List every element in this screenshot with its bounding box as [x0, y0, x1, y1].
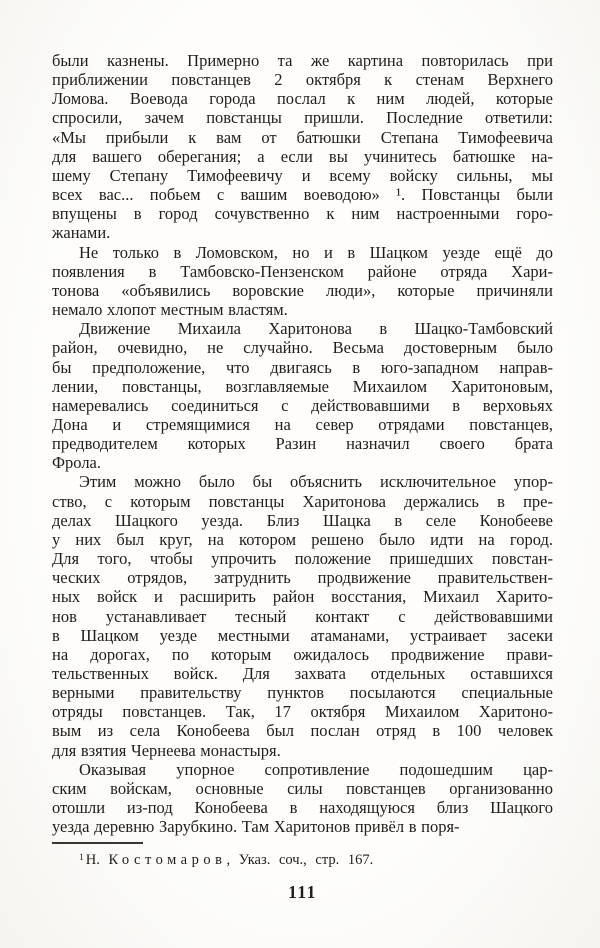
text-line: Фрола.: [52, 453, 102, 473]
text-line: всех вас... побьем с вашим воеводою» ¹. Повстанцы были: [52, 185, 553, 205]
text-line: тельственных войск. Для захвата отдельных оставшихся: [52, 664, 553, 683]
text-line: верными правительству пунктов посылаются специальные: [52, 683, 553, 703]
text-line: район, очевидно, не случайно. Весьма достоверным было: [52, 338, 553, 358]
text-line: Дона и стремящимися на север отрядами повстанцев,: [52, 414, 553, 434]
text-line: немало хлопот местным властям.: [52, 300, 288, 320]
text-line: отряды повстанцев. Так, 17 октября Михаилом Харитоно-: [52, 702, 553, 722]
text-line: Для того, чтобы упрочить положение пришедших повстан-: [52, 549, 553, 569]
text-line: для взятия Чернеева монастыря.: [52, 740, 281, 760]
text-line: «Мы прибыли к вам от батюшки Степана Тимофеевича: [52, 127, 553, 147]
footnote-reference: Указ. соч., стр. 167.: [238, 852, 374, 868]
footnote-author-name: Костомаров,: [108, 852, 235, 868]
paragraph: [52, 760, 553, 837]
footnote-marker: 1: [79, 853, 84, 863]
text-line: ных войск и расширить район восстания, Михаил Харито-: [52, 587, 553, 607]
text-line: предводителем которых Разин назначил своего брата: [52, 434, 553, 454]
text-line: были казнены. Примерно та же картина повторилась при: [52, 51, 553, 70]
text-line: на дорогах, по которым ожидалось продвижение прави-: [52, 644, 553, 664]
text-line: Не только в Ломовском, но и в Шацком уезде ещё до: [79, 242, 553, 262]
footnote: [52, 851, 553, 869]
footnote-author-initial: Н.: [85, 852, 100, 868]
text-line: бы предположение, что двигаясь в юго-западном направ-: [52, 357, 553, 377]
text-line: делах Шацкого уезда. Близ Шацка в селе Конобееве: [52, 510, 553, 530]
text-line: у них был круг, на котором решено было идти на город.: [52, 529, 553, 549]
text-line: ским войскам, основные силы повстанцев организованно: [52, 778, 553, 798]
text-line: в Шацком уезде местными атаманами, устраивает засеки: [52, 625, 553, 645]
text-line: появления в Тамбовско-Пензенском районе отряда Хари-: [52, 261, 553, 281]
text-line: шему Степану Тимофеевичу и всему войску сильны, мы: [52, 165, 553, 185]
paragraph: [52, 319, 553, 472]
text-line: ческих отрядов, затруднить продвижение правительствен-: [52, 568, 553, 588]
text-line: нов устанавливает тесный контакт с действовавшими: [52, 606, 553, 626]
text-line: приближении повстанцев 2 октября к стенам Верхнего: [52, 70, 553, 90]
text-line: для вашего оберегания; а если вы учинитесь батюшке на-: [52, 146, 553, 166]
paragraph: [52, 51, 553, 243]
text-line: жанами.: [52, 223, 111, 243]
text-line: Движение Михаила Харитонова в Шацко-Тамбовский: [79, 319, 553, 339]
text-line: впущены в город сочувственно к ним настроенными горо-: [52, 204, 553, 224]
paragraph: [52, 243, 553, 320]
text-line: уезда деревню Зарубкино. Там Харитонов привёл в поря-: [52, 817, 460, 837]
text-line: Ломова. Воевода города послал к ним людей, которые: [52, 89, 553, 109]
text-line: тонова «объявились воровские люди», которые причиняли: [52, 280, 553, 300]
text-line: Оказывая упорное сопротивление подошедшим цар-: [79, 759, 553, 779]
text-block: [52, 51, 553, 836]
page-number: 111: [288, 882, 317, 902]
footnote-rule: [52, 842, 143, 844]
text-line: отошли из-под Конобеева в находящуюся близ Шацкого: [52, 798, 553, 818]
paragraph: [52, 472, 553, 759]
text-line: ство, с которым повстанцы Харитонова держались в пре-: [52, 491, 553, 511]
text-line: вым из села Конобеева был послан отряд в 100 человек: [52, 721, 553, 741]
text-line: намеревались соединиться с действовавшими в верховьях: [52, 395, 553, 415]
text-line: лении, повстанцы, возглавляемые Михаилом Харитоновым,: [52, 376, 553, 396]
text-line: спросили, зачем повстанцы пришли. Последние ответили:: [52, 108, 553, 128]
text-line: Этим можно было бы объяснить исключительное упор-: [79, 472, 553, 492]
